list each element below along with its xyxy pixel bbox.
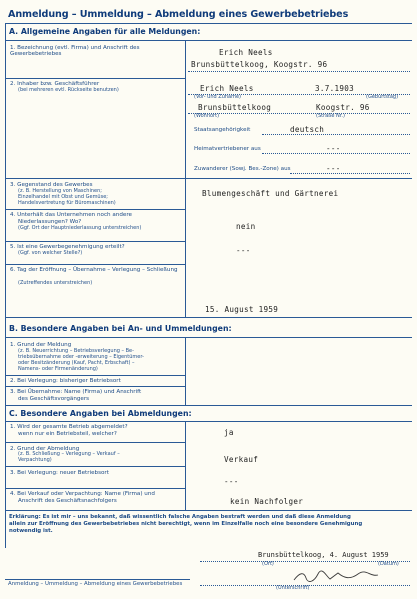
b3-label2: des Geschäftsvorgängers xyxy=(18,396,90,402)
a2-dob-caption: (Geburtstag) xyxy=(366,94,399,100)
title-rule xyxy=(5,23,412,24)
section-a-heading: A. Allgemeine Angaben für alle Meldungen: xyxy=(9,27,201,36)
page-title: Anmeldung – Ummeldung – Abmeldung eines Gewerbebetriebes xyxy=(8,9,349,20)
rule xyxy=(5,375,185,376)
a2-zone: --- xyxy=(326,164,341,173)
a5-value: --- xyxy=(236,246,251,255)
rule xyxy=(262,134,410,135)
a3-sub3: Handelsvertretung für Büromaschinen) xyxy=(18,200,116,206)
declaration-line3: notwendig ist. xyxy=(9,528,53,534)
a2-expellee-label: Heimatvertriebener aus xyxy=(194,146,261,152)
rule xyxy=(5,510,412,511)
rule xyxy=(262,153,410,154)
c1-label2: wenn nur ein Betriebsteil, welcher? xyxy=(18,431,117,437)
rule xyxy=(290,173,410,174)
rule xyxy=(5,337,412,338)
section-b-heading: B. Besondere Angaben bei An- und Ummeldungen: xyxy=(9,324,232,333)
a1-line2: Brunsbüttelkoog, Koogstr. 96 xyxy=(191,60,328,69)
rule xyxy=(5,488,185,489)
rule xyxy=(5,78,185,79)
rule xyxy=(5,421,412,422)
b2-label: 2. Bei Verlegung: bisheriger Betriebsort xyxy=(10,378,121,384)
rule xyxy=(5,178,412,179)
rule xyxy=(5,209,185,210)
rule xyxy=(5,579,190,580)
c3-label: 3. Bei Verlegung: neuer Betriebsort xyxy=(10,470,109,476)
sign-caption: (Unterschrift) xyxy=(276,585,310,591)
b1-label: 1. Grund der Meldung xyxy=(10,342,72,348)
a2-town: Brunsbüttelkoog xyxy=(198,103,272,112)
a3-sub1: (z. B. Herstellung von Maschinen; xyxy=(18,188,102,194)
place-date: Brunsbüttelkoog, 4. August 1959 xyxy=(258,551,389,559)
rule xyxy=(5,241,185,242)
rule xyxy=(188,71,410,72)
a2-town-caption: (Wohnort) xyxy=(194,113,220,119)
rule xyxy=(5,317,412,318)
c2-value: Verkauf xyxy=(224,455,259,464)
a2-nationality-label: Staatsangehörigkeit xyxy=(194,127,251,133)
a1-label: 1. Bezeichnung (evtl. Firma) und Anschrift des Gewerbebetriebes xyxy=(10,45,140,58)
a2-zone-label: Zuwanderer (Sowj. Bes.-Zone) aus xyxy=(194,166,291,172)
rule xyxy=(5,442,185,443)
footer: Anmeldung – Ummeldung – Abmeldung eines Gewerbebetriebes xyxy=(8,581,183,587)
c2-sub1: (z. B. Schließung – Verlegung – Verkauf – xyxy=(18,451,120,457)
a5-sub: (Ggf. von welcher Stelle?) xyxy=(18,250,83,256)
rule xyxy=(188,113,410,114)
a6-value: 15. August 1959 xyxy=(205,305,279,314)
date-caption: (Datum) xyxy=(378,561,399,567)
a3-sub2: Einzelhandel mit Obst und Gemüse; xyxy=(18,194,108,200)
a4-label2: Niederlassungen? Wo? xyxy=(18,219,82,225)
a2-name-caption: (Vor- und Zuname) xyxy=(194,94,241,100)
b1-sub2: triebsübernahme oder -erweiterung – Eigentümer- xyxy=(18,354,144,360)
c4-value: kein Nachfolger xyxy=(230,497,304,506)
a2-dob: 3.7.1903 xyxy=(315,84,354,93)
b1-sub3: oder Besitzänderung (Kauf, Pacht, Erbschaft) – xyxy=(18,360,135,366)
a6-sub: (Zutreffendes unterstreichen) xyxy=(18,280,93,286)
handwritten-signature xyxy=(292,568,382,586)
c2-label: 2. Grund der Abmeldung xyxy=(10,446,80,452)
form-left-border xyxy=(5,23,6,548)
rule xyxy=(5,40,412,41)
a2-name: Erich Neels xyxy=(200,84,254,93)
declaration-line2: allein zur Eröffnung des Gewerbebetriebes nicht berechtigt, wenn im Einzelfalle noch eine besondere Genehmigung xyxy=(9,521,363,527)
a1-line1: Erich Neels xyxy=(219,48,273,57)
c4-label2: Anschrift des Geschäftsnachfolgers xyxy=(18,498,117,504)
a2-nationality: deutsch xyxy=(290,125,325,134)
rule xyxy=(185,337,186,405)
a6-label: 6. Tag der Eröffnung – Übernahme – Verlegung – Schließung xyxy=(10,267,178,273)
rule xyxy=(5,264,185,265)
a2-street: Koogstr. 96 xyxy=(316,103,370,112)
place-caption: (Ort) xyxy=(262,561,274,567)
a2-sub: (bei mehreren evtl. Rückseite benutzen) xyxy=(18,87,119,93)
c1-value: ja xyxy=(224,428,234,437)
rule xyxy=(5,405,412,406)
c3-value: --- xyxy=(224,477,239,486)
a3-value: Blumengeschäft und Gärtnerei xyxy=(202,189,339,198)
c2-sub2: Verpachtung) xyxy=(18,457,52,463)
b1-sub4: Namens- oder Firmenänderung) xyxy=(18,366,98,372)
a2-street-caption: (Straße Nr.) xyxy=(316,113,345,119)
a5-label: 5. Ist eine Gewerbegenehmigung erteilt? xyxy=(10,244,125,250)
a4-label: 4. Unterhält das Unternehmen noch andere xyxy=(10,212,132,218)
rule xyxy=(5,466,185,467)
b3-label: 3. Bei Übernahme: Name (Firma) und Anschrift xyxy=(10,389,142,395)
b1-sub1: (z. B. Neuerrichtung – Betriebsverlegung – Be- xyxy=(18,348,134,354)
a2-expellee: --- xyxy=(326,144,341,153)
section-c-heading: C. Besondere Angaben bei Abmeldungen: xyxy=(9,409,192,418)
c4-label: 4. Bei Verkauf oder Verpachtung: Name (Firma) und xyxy=(10,491,155,497)
a4-value: nein xyxy=(236,222,256,231)
declaration-line1: Erklärung: Es ist mir – uns bekannt, daß wissentlich falsche Angaben bestraft werden und daß diese Anmeldung xyxy=(9,514,351,520)
rule xyxy=(5,386,185,387)
a3-label: 3. Gegenstand des Gewerbes xyxy=(10,182,93,188)
a2-label: 2. Inhaber bzw. Geschäftsführer xyxy=(10,81,100,87)
a4-sub: (Ggf. Ort der Hauptniederlassung unterstreichen) xyxy=(18,225,142,231)
c1-label: 1. Wird der gesamte Betrieb abgemeldet? xyxy=(10,424,128,430)
rule xyxy=(185,421,186,510)
